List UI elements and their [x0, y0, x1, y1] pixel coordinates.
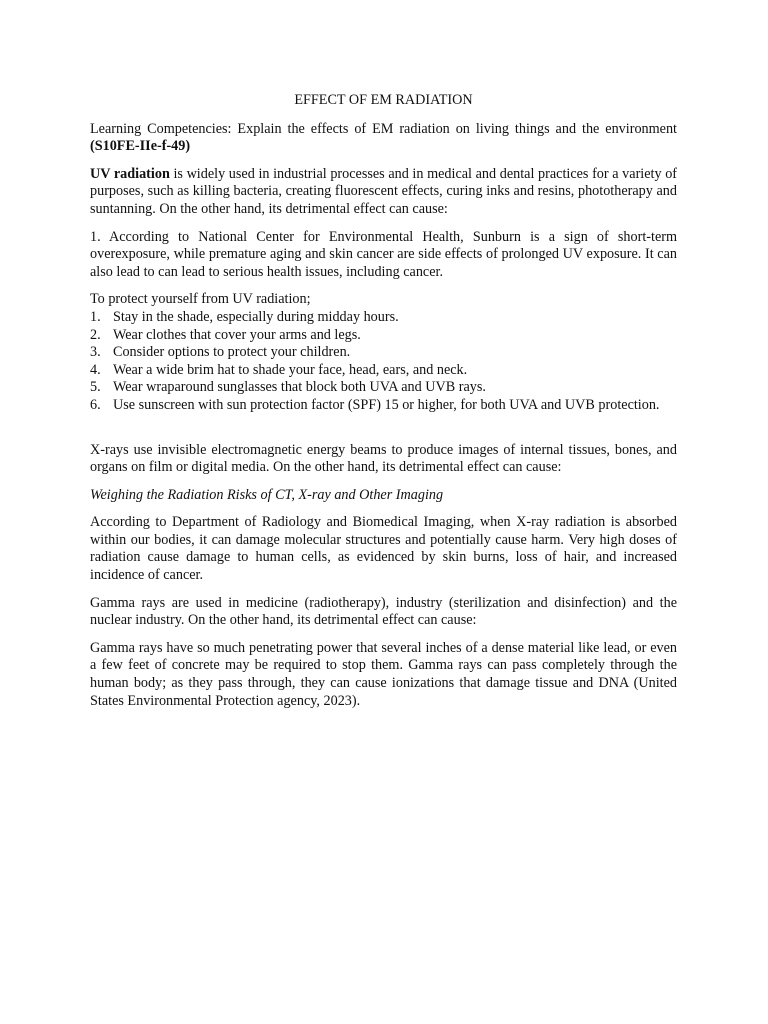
page-title: EFFECT OF EM RADIATION [294, 92, 473, 108]
list-item [90, 379, 677, 397]
gamma-intro-paragraph: Gamma rays are used in medicine (radiotherapy), industry (sterilization and disinfection) and the nuclear industry. On the other hand, its detrimental effect can cause: [90, 594, 677, 629]
list-item [90, 327, 677, 345]
competency-code: (S10FE-IIe-f-49) [90, 138, 191, 155]
list-item-text: Use sunscreen with sun protection factor (SPF) 15 or higher, for both UVA and UVB protection. [113, 396, 660, 413]
uv-lead-term: UV radiation [90, 165, 170, 182]
learning-competencies [90, 121, 677, 156]
uv-intro-text: is widely used in industrial processes and in medical and dental practices for a variety of purposes, such as killing bacteria, creating fluorescent effects, curing inks and resins, phototherapy and suntanning. On the other hand, its detrimental effect can cause: [90, 165, 678, 217]
list-item-number: 2. [90, 326, 101, 343]
gamma-effect-paragraph: Gamma rays have so much penetrating power that several inches of a dense material like lead, or even a few feet of concrete may be required to stop them. Gamma rays can pass completely through the human body; as they pass through, they can cause ionizations that damage tissue and DNA (United States Environmental Protection agency, 2023). [90, 639, 677, 709]
list-item-number: 3. [90, 344, 101, 361]
list-item [90, 397, 677, 415]
xray-effect-paragraph: According to Department of Radiology and Biomedical Imaging, when X-ray radiation is absorbed within our bodies, it can damage molecular structures and potentially cause harm. Very high doses of radiation cause damage to human cells, as evidenced by skin burns, loss of hair, and increased incidence of cancer. [90, 514, 677, 584]
section-gap [90, 425, 677, 442]
list-item [90, 362, 677, 380]
xray-intro-paragraph: X-rays use invisible electromagnetic energy beams to produce images of internal tissues, bones, and organs on film or digital media. On the other hand, its detrimental effect can cause: [90, 441, 677, 476]
list-item-number: 1. [90, 308, 101, 325]
list-item-text: Wear a wide brim hat to shade your face, head, ears, and neck. [113, 361, 468, 378]
uv-protection-list [90, 309, 677, 415]
list-item-text: Consider options to protect your children. [113, 344, 351, 361]
list-item-text: Stay in the shade, especially during midday hours. [113, 308, 399, 325]
uv-effect-paragraph: 1. According to National Center for Environmental Health, Sunburn is a sign of short-term overexposure, while premature aging and skin cancer are side effects of prolonged UV exposure. It can also lead to can lead to serious health issues, including cancer. [90, 228, 677, 280]
competencies-text: Learning Competencies: Explain the effects of EM radiation on living things and the environment [90, 120, 677, 137]
list-item-text: Wear wraparound sunglasses that block both UVA and UVB rays. [113, 379, 486, 396]
list-item-number: 4. [90, 361, 101, 378]
list-item-number: 5. [90, 379, 101, 396]
list-item-text: Wear clothes that cover your arms and legs. [113, 326, 361, 343]
list-item-number: 6. [90, 396, 101, 413]
document-page [90, 92, 677, 720]
list-item [90, 344, 677, 362]
xray-heading: Weighing the Radiation Risks of CT, X-ray and Other Imaging [90, 486, 444, 503]
uv-intro-paragraph [90, 166, 677, 219]
uv-protect-intro: To protect yourself from UV radiation; [90, 291, 311, 308]
list-item [90, 309, 677, 327]
